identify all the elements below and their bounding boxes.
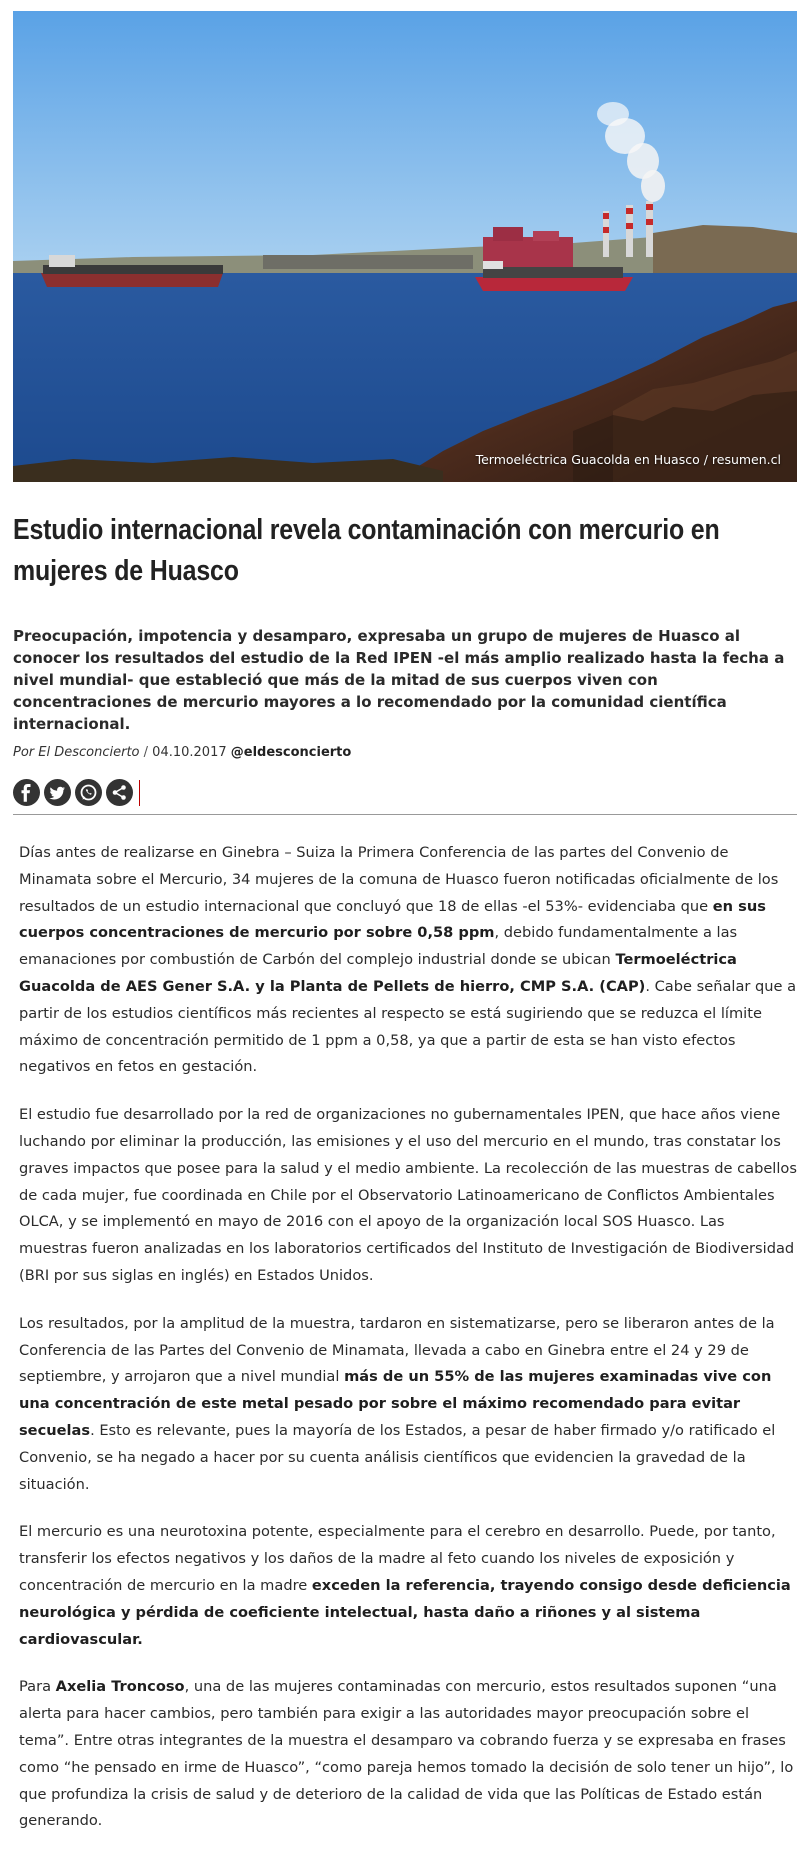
- facebook-icon: [13, 779, 40, 806]
- paragraph-2: El estudio fue desarrollado por la red de organizaciones no gubernamentales IPEN, que hace años viene luchando por eliminar la producción, las emisiones y el uso del mercurio en el mundo, tras constatar los graves impactos que posee para la salud y el medio ambiente. La recolección de las muestras de cabellos de cada mujer, fue coordinada en Chile por el Observatorio Latinoamericano de Conflictos Ambientales OLCA, y se implementó en mayo de 2016 con el apoyo de la organización local SOS Huasco. Las muestras fueron analizadas en los laboratorios certificados del Instituto de Investigación de Biodiversidad (BRI por sus siglas en inglés) en Estados Unidos.: [19, 1106, 797, 1284]
- text-run: El mercurio es una neurotoxina potente, especialmente para el cerebro en desarrollo. Puede, por tanto, transferir los efectos negativos y los daños de la madre al feto cuando los niveles de exposición y concentración de mercurio en la madre: [19, 1523, 776, 1594]
- twitter-handle[interactable]: @eldesconcierto: [230, 745, 352, 760]
- twitter-icon: [44, 779, 71, 806]
- bold-text: Termoeléctrica Guacolda de AES Gener S.A. y la Planta de Pellets de hierro, CMP S.A. (CAP): [19, 951, 737, 995]
- bold-text: más de un 55% de las mujeres examinadas vive con una concentración de este metal pesado por sobre el máximo recomendado para evitar secuelas: [19, 1368, 772, 1439]
- text-run: , una de las mujeres contaminadas con mercurio, estos resultados suponen “una alerta para hacer cambios, pero también para exigir a las autoridades mayor preocupación sobre el tema”. Entre otras integrantes de la muestra el desamparo va cobrando fuerza y se expresaba en frases como “he pensado en irme de Huasco”, “como pareja hemos tomado la decisión de solo tener un hijo”, lo que profundiza la crisis de salud y de deterioro de la calidad de vida que las Políticas de Estado están generando.: [19, 1678, 794, 1830]
- text-run: Los resultados, por la amplitud de la muestra, tardaron en sistematizarse, pero se liberaron antes de la Conferencia de las Partes del Convenio de Minamata, llevada a cabo en Ginebra entre el 24 y 29 de septiembre, y arrojaron que a nivel mundial: [19, 1314, 775, 1386]
- share-bar: [13, 779, 140, 806]
- article-body: [19, 840, 797, 1856]
- text-run: . Esto es relevante, pues la mayoría de los Estados, a pesar de haber firmado y/o ratificado el Convenio, se ha negado a hacer por su cuenta análisis científicos que evidencien la gravedad de la situación.: [19, 1421, 776, 1493]
- share-icon: [106, 779, 133, 806]
- byline-separator: /: [143, 745, 153, 760]
- bold-text: en sus cuerpos concentraciones de mercurio por sobre 0,58 ppm: [19, 897, 766, 942]
- twitter-share-button[interactable]: [44, 779, 71, 806]
- article-lead: Preocupación, impotencia y desamparo, expresaba un grupo de mujeres de Huasco al conocer los resultados del estudio de la Red IPEN -el más amplio realizado hasta la fecha a nivel mundial- que estableció que más de la mitad de sus cuerpos viven con concentraciones de mercurio mayores a lo recomendado por la comunidad científica internacional.: [13, 627, 785, 733]
- paragraph-1: [19, 840, 797, 1081]
- bold-text: Axelia Troncoso: [55, 1678, 185, 1696]
- whatsapp-icon: [75, 779, 102, 806]
- whatsapp-share-button[interactable]: [75, 779, 102, 806]
- text-run: Días antes de realizarse en Ginebra – Suiza la Primera Conferencia de las partes del Convenio de Minamata sobre el Mercurio, 34 mujeres de la comuna de Huasco fueron notificadas oficialmente de los resultados de un estudio internacional que concluyó que 18 de ellas -el 53%- evidenciaba que: [19, 844, 779, 915]
- publish-date: 04.10.2017: [152, 745, 227, 760]
- text-run: Para: [19, 1678, 56, 1696]
- paragraph-4: [19, 1519, 797, 1653]
- harbor-photo: [13, 11, 797, 482]
- bold-text: exceden la referencia, trayendo consigo desde deficiencia neurológica y pérdida de coeficiente intelectual, hasta daño a riñones y al sistema cardiovascular.: [19, 1576, 791, 1648]
- byline: [13, 745, 351, 760]
- hero-image: [13, 11, 797, 482]
- facebook-share-button[interactable]: [13, 779, 40, 806]
- author-link[interactable]: Por El Desconcierto: [13, 745, 140, 760]
- share-divider: [139, 780, 140, 806]
- generic-share-button[interactable]: [106, 779, 133, 806]
- text-run: . Cabe señalar que a partir de los estudios científicos más recientes al respecto se está sugiriendo que se reduzca el límite máximo de concentración permitido de 1 ppm a 0,58, ya que a partir de esta se han visto efectos negativos en fetos en gestación.: [19, 977, 797, 1076]
- article-title: Estudio internacional revela contaminación con mercurio en mujeres de Huasco: [13, 514, 720, 587]
- image-caption: Termoeléctrica Guacolda en Huasco / resumen.cl: [475, 452, 781, 467]
- text-run: , debido fundamentalmente a las emanaciones por combustión de Carbón del complejo industrial donde se ubican: [19, 924, 738, 969]
- paragraph-3: [19, 1311, 797, 1499]
- paragraph-5: [19, 1674, 797, 1835]
- header-divider: [13, 814, 797, 815]
